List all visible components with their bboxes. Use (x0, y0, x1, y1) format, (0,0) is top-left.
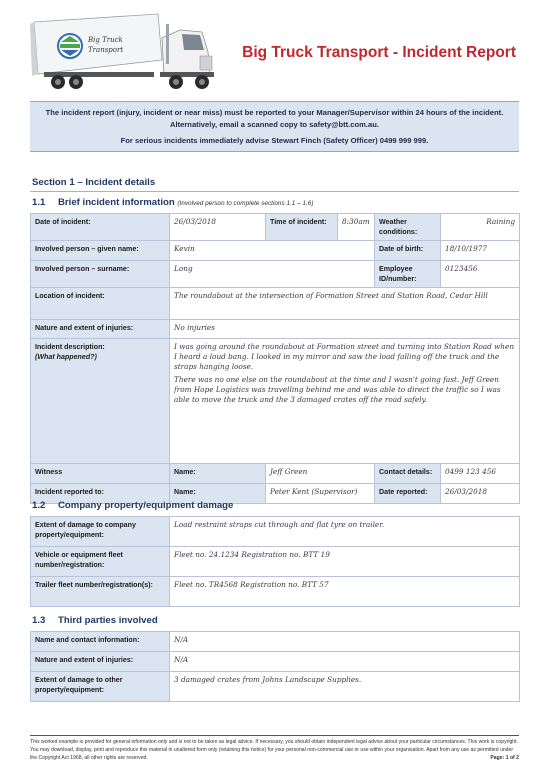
section-1-3-number: 1.3 (32, 615, 46, 626)
section-1-1-heading: Brief incident information (58, 197, 175, 208)
section-1-2-heading: Company property/equipment damage (58, 500, 234, 511)
witness-name-value[interactable]: Jeff Green (266, 464, 375, 484)
section-1-3-heading: Third parties involved (58, 615, 158, 626)
time-of-incident-value[interactable]: 8:30am (338, 214, 375, 241)
section-1-1-title (32, 197, 313, 208)
logo-text-line2: Transport (88, 46, 124, 54)
trailer-fleet-value[interactable]: Fleet no. TR4568 Registration no. BTT 57 (170, 577, 520, 607)
section-1-3-title (32, 615, 158, 626)
reported-name-value[interactable]: Peter Kent (Supervisor) (266, 484, 375, 504)
third-party-name-value[interactable]: N/A (170, 632, 520, 652)
section-1-1-number: 1.1 (32, 197, 46, 208)
logo-text-line1: Big Truck (88, 36, 123, 44)
notice-line-1: The incident report (injury, incident or near miss) must be reported to your Manager/Supervisor within 24 hours of the incident. Alternatively, email a scanned copy to safety@btt.com.au. (45, 108, 504, 129)
employee-id-label: Employee ID/number: (375, 261, 441, 288)
third-parties-table (30, 631, 520, 702)
location-value[interactable]: The roundabout at the intersection of Formation Street and Station Road, Cedar Hill (170, 288, 520, 320)
witness-contact-value[interactable]: 0499 123 456 (441, 464, 520, 484)
other-damage-value[interactable]: 3 damaged crates from Johns Landscape Supplies. (170, 672, 520, 702)
footer-rule (30, 735, 519, 736)
surname-value[interactable]: Long (170, 261, 375, 288)
witness-label: Witness (31, 464, 170, 484)
employee-id-value[interactable]: 0123456 (441, 261, 520, 288)
given-name-label: Involved person – given name: (31, 241, 170, 261)
footer (30, 738, 519, 762)
notice-banner (30, 101, 519, 152)
time-of-incident-label: Time of incident: (266, 214, 338, 241)
weather-value[interactable]: Raining (441, 214, 520, 241)
page-number: Page: 1 of 2 (490, 755, 519, 761)
third-party-injuries-value[interactable]: N/A (170, 652, 520, 672)
footer-disclaimer: This worked example is provided for general information only and is not to be taken as legal advice. If necessary, you should obtain independent legal advice about your particular circumstances. This work is copyright. You may download, display, print and reproduce this material in unaltered form only (retaining this notice) for your personal non-commercial use or use within your organisation. Apart from any use as permitted under the Copyright Act 1968, all other rights are reserved. (30, 739, 518, 761)
report-title: Big Truck Transport - Incident Report (242, 44, 516, 61)
vehicle-fleet-label: Vehicle or equipment fleet number/registration: (31, 547, 170, 577)
dob-value[interactable]: 18/10/1977 (441, 241, 520, 261)
company-damage-value[interactable]: Load restraint straps cut through and flat tyre on trailer. (170, 517, 520, 547)
other-damage-label: Extent of damage to other property/equipment: (31, 672, 170, 702)
location-label: Location of incident: (31, 288, 170, 320)
description-label (31, 339, 170, 464)
given-name-value[interactable]: Kevin (170, 241, 375, 261)
reported-name-label: Name: (170, 484, 266, 504)
witness-contact-label: Contact details: (375, 464, 441, 484)
section-1-title: Section 1 – Incident details (32, 177, 156, 188)
section-1-rule (30, 191, 519, 192)
dob-label: Date of birth: (375, 241, 441, 261)
vehicle-fleet-value[interactable]: Fleet no. 24.1234 Registration no. BTT 19 (170, 547, 520, 577)
trailer-fleet-label: Trailer fleet number/registration(s): (31, 577, 170, 607)
date-of-incident-value[interactable]: 26/03/2018 (170, 214, 266, 241)
date-reported-label: Date reported: (375, 484, 441, 504)
notice-line-2: For serious incidents immediately advise Stewart Finch (Safety Officer) 0499 999 999. (120, 136, 429, 145)
property-damage-table (30, 516, 520, 607)
third-party-name-label: Name and contact information: (31, 632, 170, 652)
third-party-injuries-label: Nature and extent of injuries: (31, 652, 170, 672)
witness-name-label: Name: (170, 464, 266, 484)
truck-logo (30, 12, 220, 94)
description-paragraph-2: There was no one else on the roundabout at the time and I wasn't going fast. Jeff Green from Hope Logistics was travelling behind me and was able to direct the traffic so I was able to move the truck and the 3 damaged crates off the road safely. (174, 375, 501, 404)
injuries-label: Nature and extent of injuries: (31, 320, 170, 339)
brief-incident-table (30, 213, 520, 504)
section-1-2-number: 1.2 (32, 500, 46, 511)
description-value[interactable] (170, 339, 520, 464)
description-label-sub: (What happened?) (35, 353, 97, 361)
weather-label: Weather conditions: (375, 214, 441, 241)
company-damage-label: Extent of damage to company property/equipment: (31, 517, 170, 547)
reported-to-label: Incident reported to: (31, 484, 170, 504)
section-1-2-title (32, 500, 233, 511)
surname-label: Involved person – surname: (31, 261, 170, 288)
section-1-1-note: (Involved person to complete sections 1.1 – 1.6) (177, 200, 314, 207)
date-reported-value[interactable]: 26/03/2018 (441, 484, 520, 504)
date-of-incident-label: Date of incident: (31, 214, 170, 241)
description-label-text: Incident description: (35, 343, 105, 351)
description-paragraph-1: I was going around the roundabout at Formation street and turning into Station Road when I heard a loud bang. I looked in my mirror and saw the load falling off the truck and the straps hanging loose. (174, 342, 515, 371)
injuries-value[interactable]: No injuries (170, 320, 520, 339)
